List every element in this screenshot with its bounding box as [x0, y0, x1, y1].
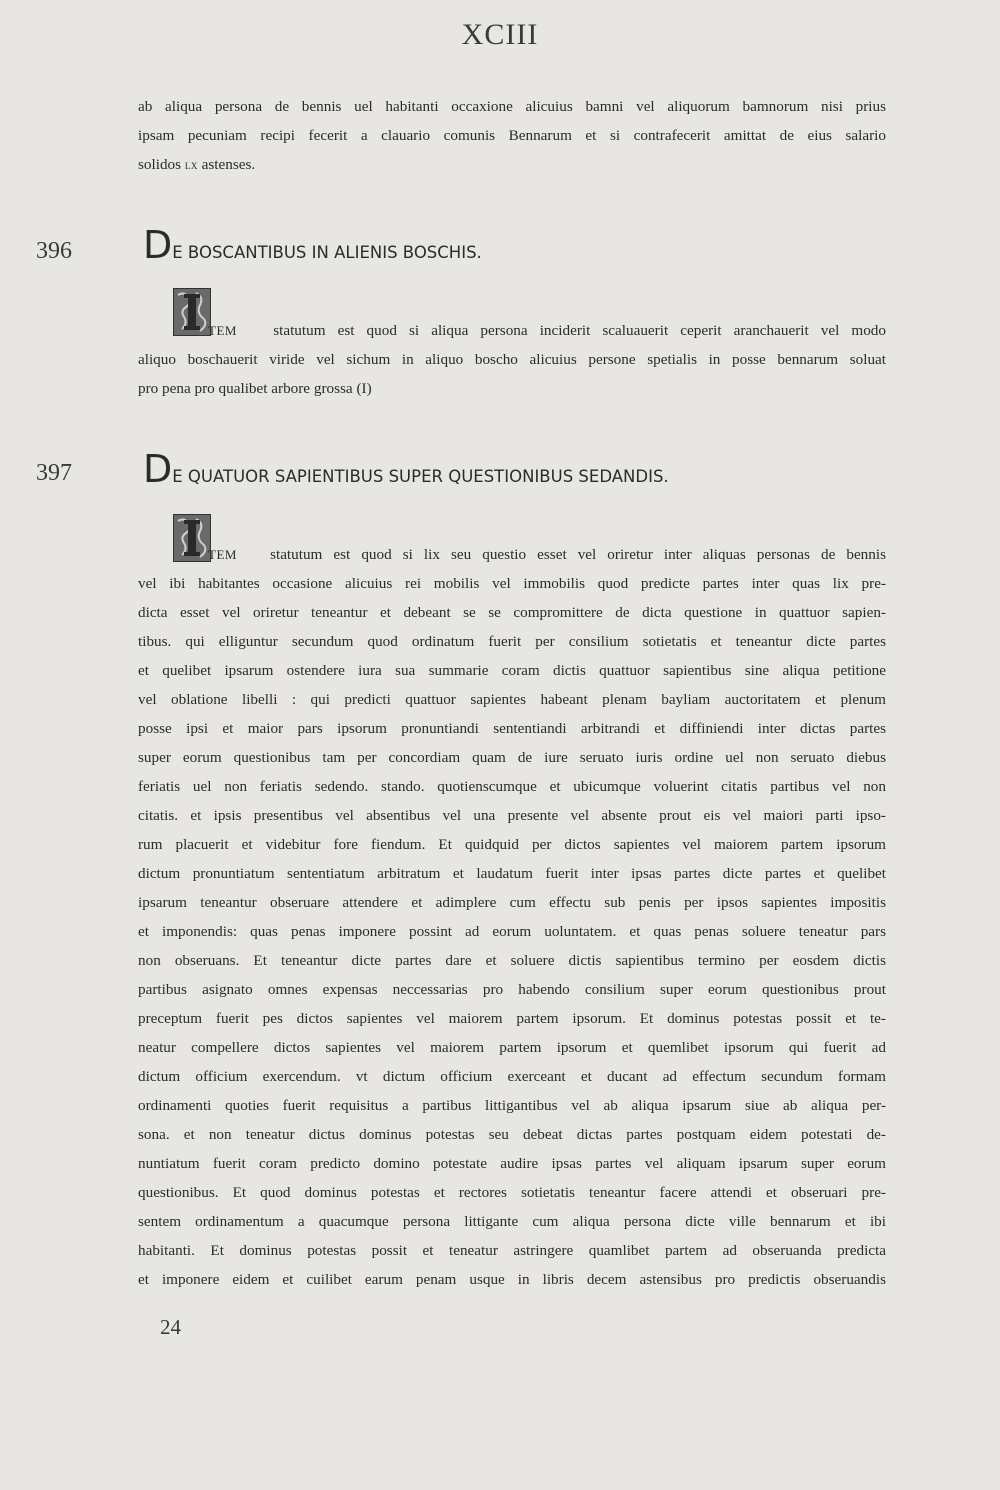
text-line: posse ipsi et maior pars ipsorum pronuntiandi sententiandi arbitrandi et diffiniendi inter dictas partes: [138, 720, 886, 737]
text-line: pro pena pro qualibet arbore grossa (I): [138, 380, 372, 397]
first-word: TEM: [208, 547, 237, 562]
text-line: feriatis uel non feriatis sedendo. stando. quotienscumque et ubicumque voluerint citatis partibus vel non: [138, 778, 886, 795]
section-heading: [143, 223, 482, 267]
text-line: dicta esset vel oriretur teneantur et debeant se se compromittere de dicta questione in quattuor sapien-: [138, 604, 886, 621]
text-line: preceptum fuerit pes dictos sapientes vel maiorem partem ipsorum. Et dominus potestas possit et te-: [138, 1010, 886, 1027]
text-line: sona. et non teneatur dictus dominus potestas seu debeat dictas partes postquam eidem potestati de-: [138, 1126, 886, 1143]
text-line: neatur compellere dictos sapientes vel maiorem partem ipsorum et quemlibet ipsorum qui fuerit ad: [138, 1039, 886, 1056]
text-line: ab aliqua persona de bennis uel habitanti occaxione alicuius bamni vel aliquorum bamnorum nisi prius: [138, 98, 886, 115]
text-line: sentem ordinamentum a quacumque persona littigante cum aliqua persona dicte ville bennarum et ibi: [138, 1213, 886, 1230]
text-line: habitanti. Et dominus potestas possit et teneatur astringere quamlibet partem ad obseruanda predicta: [138, 1242, 886, 1259]
page-number: 24: [160, 1315, 181, 1339]
first-word: TEM: [208, 323, 237, 338]
heading-initial: D: [143, 447, 173, 491]
text-line: nuntiatum fuerit coram predicto domino potestate audire ipsas partes vel aliquam ipsarum super eorum: [138, 1155, 886, 1172]
section-body: [138, 540, 886, 1294]
text-line: ipsam pecuniam recipi fecerit a clauario comunis Bennarum et si contrafecerit amittat de eius salario: [138, 127, 886, 144]
section-heading: [143, 447, 669, 491]
section-body: [138, 316, 886, 403]
text-line: super eorum questionibus tam per concordiam quam de iure seruato iuris ordine uel non seruato diebus: [138, 749, 886, 766]
text-line: TEM statutum est quod si lix seu questio esset vel oriretur inter aliquas personas de bennis: [208, 546, 886, 563]
text-line-content: solidos lx astenses.: [138, 156, 256, 173]
text-line: citatis. et ipsis presentibus vel absentibus vel una presente vel absente prout eis vel maiori parti ipso-: [138, 807, 886, 824]
text-line: ipsarum teneantur obseruare attendere et adimplere cum effectu sub penis per ipsos sapientes impositis: [138, 894, 886, 911]
text-line: questionibus. Et quod dominus potestas et rectores sotietatis teneantur facere attendi et obseruari pre-: [138, 1184, 886, 1201]
heading-text: E QUATUOR SAPIENTIBUS SUPER QUESTIONIBUS SEDANDIS.: [172, 467, 669, 486]
heading-initial: D: [143, 223, 173, 267]
text-line: vel ibi habitantes occasione alicuius rei mobilis vel immobilis quod predicte partes inter quas lix pre-: [138, 575, 886, 592]
text-line: et quelibet ipsarum ostendere iura sua summarie coram dictis quattuor sapientibus sine aliqua petitione: [138, 662, 886, 679]
roman-numeral: lx: [184, 157, 198, 172]
text-line: dictum pronuntiatum sententiatum arbitratum et laudatum fuerit inter ipsas partes dicte partes et quelibet: [138, 865, 886, 882]
section-number: 397: [36, 460, 72, 486]
text-line: rum placuerit et videbitur fore fiendum. Et quidquid per dictos sapientes vel maiorem partem ipsorum: [138, 836, 886, 853]
running-head: XCIII: [461, 18, 539, 51]
text-line: TEM statutum est quod si aliqua persona inciderit scaluauerit ceperit aranchauerit vel modo: [208, 322, 886, 339]
text-line: et imponere eidem et cuilibet earum penam usque in libris decem astensibus pro predictis obseruandis: [138, 1271, 886, 1288]
text-line: tibus. qui elliguntur secundum quod ordinatum fuerit per consilium sotietatis et teneantur dicte partes: [138, 633, 886, 650]
text-line: aliquo boschauerit viride vel sichum in aliquo boscho alicuius persone spetialis in posse bennarum soluat: [138, 351, 886, 368]
text-line: [138, 150, 886, 179]
text-line: ordinamenti quoties fuerit requisitus a partibus littigantibus vel ab aliqua ipsarum siue ab aliqua per-: [138, 1097, 886, 1114]
text-line: partibus asignato omnes expensas neccessarias pro habendo consilium super eorum questionibus prout: [138, 981, 886, 998]
text-line: non obseruans. Et teneantur dicte partes dare et soluere dictis sapientibus termino per eosdem dictis: [138, 952, 886, 969]
heading-text: E BOSCANTIBUS IN ALIENIS BOSCHIS.: [172, 243, 482, 262]
continuation-paragraph: [138, 92, 886, 179]
text-line: et imponendis: quas penas imponere possint ad eorum uoluntatem. et quas penas soluere teneatur pars: [138, 923, 886, 940]
section-number: 396: [36, 238, 72, 264]
text-line: vel oblatione libelli : qui predicti quattuor sapientes habeant plenam bayliam auctoritatem et plenum: [138, 691, 886, 708]
text-line: dictum officium exercendum. vt dictum officium exerceant et ducant ad effectum secundum formam: [138, 1068, 886, 1085]
